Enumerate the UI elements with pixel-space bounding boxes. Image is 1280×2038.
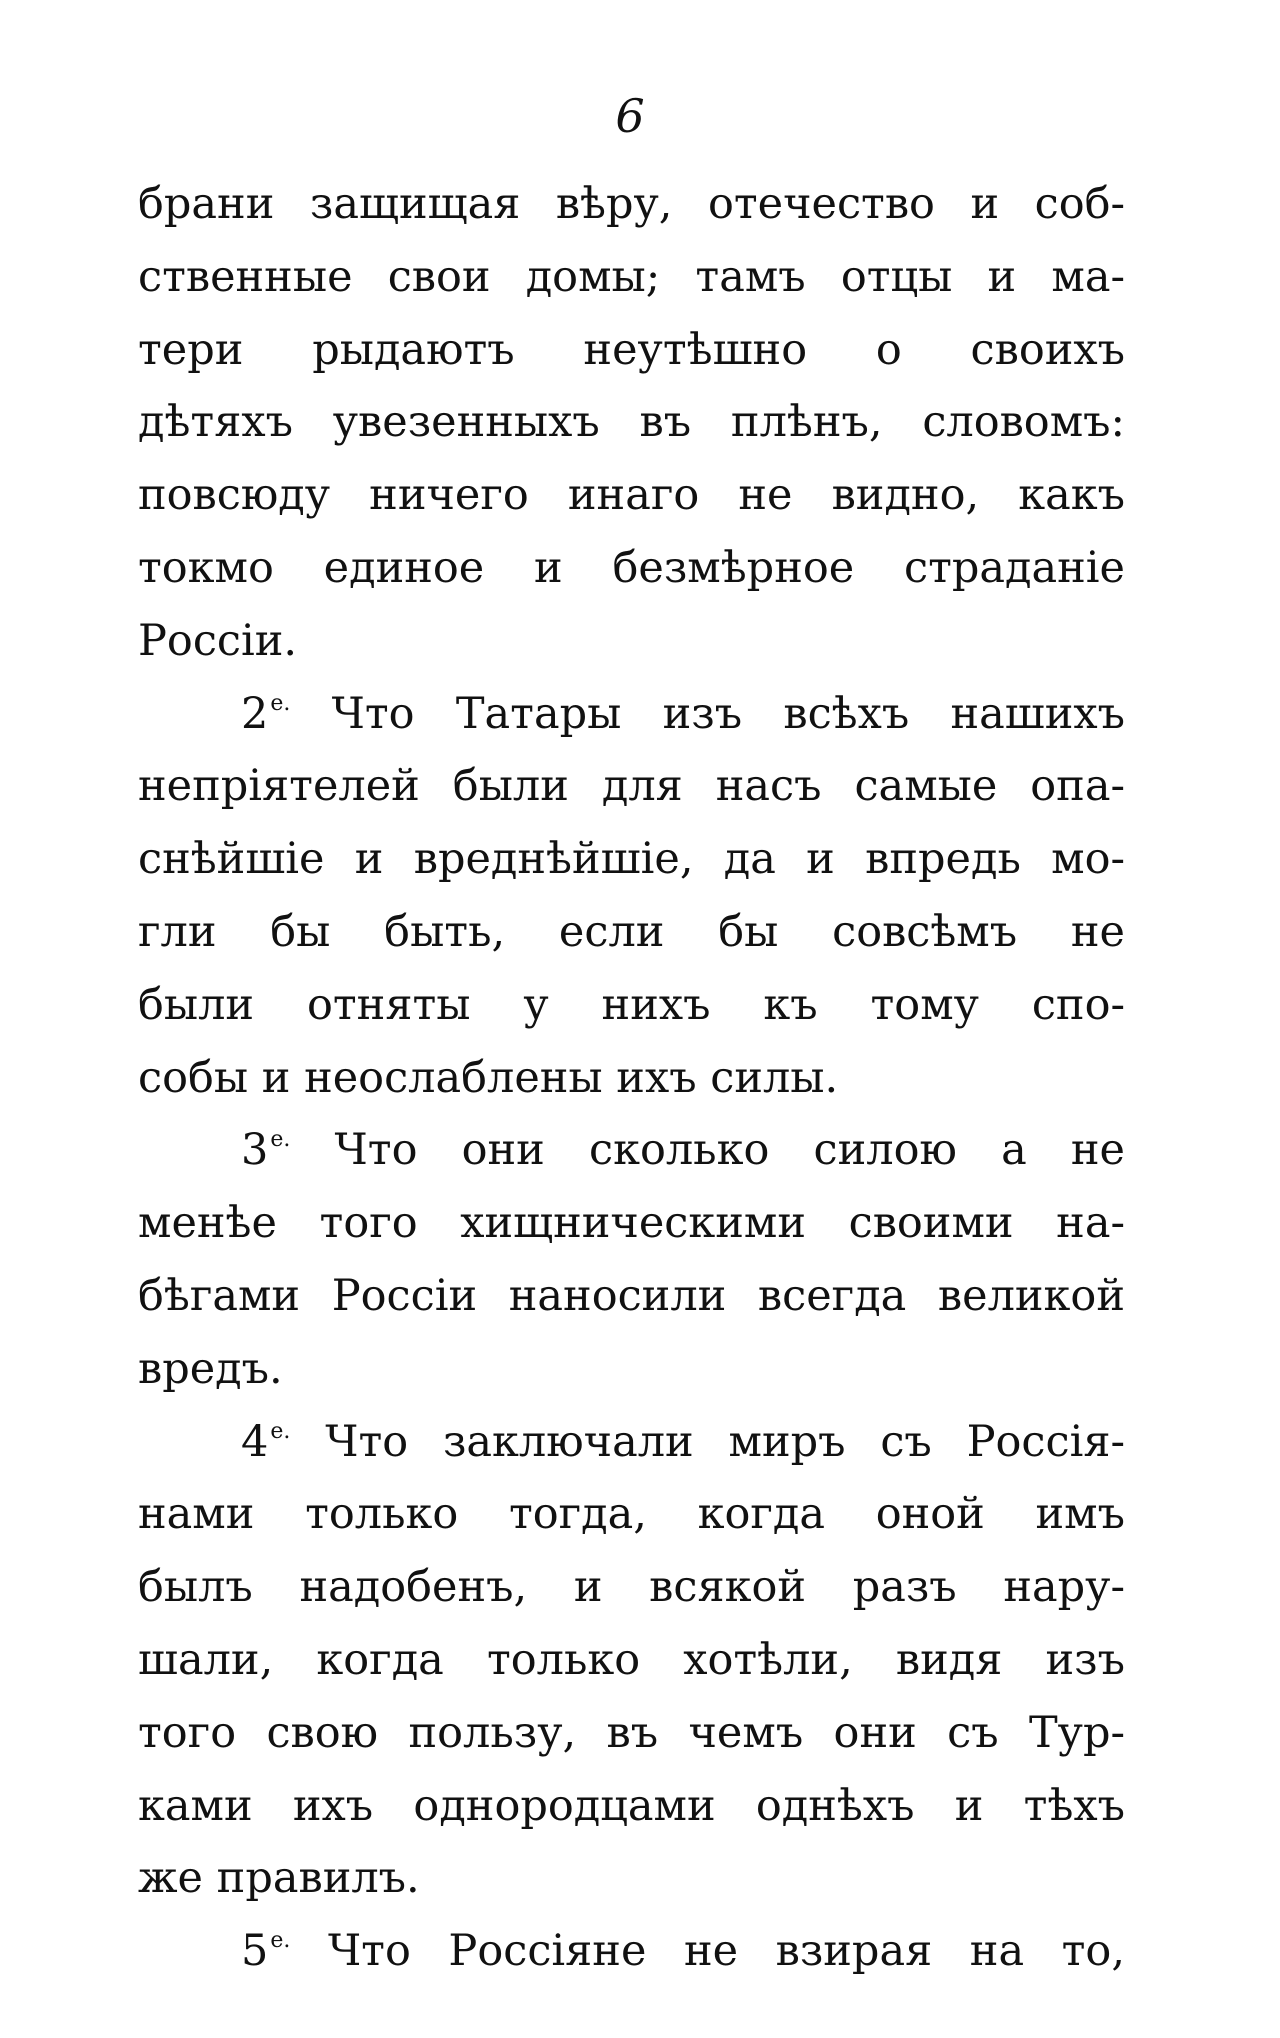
page-text [138, 168, 1125, 1988]
paragraph-ordinal: 5 [241, 1926, 269, 1977]
text-line: нами только тогда, когда оной имъ [138, 1489, 1125, 1540]
text-line: шали, когда только хотѣли, видя изъ [138, 1634, 1125, 1685]
text-line: непріятелей были для насъ самые опа- [138, 761, 1125, 812]
ordinal-suffix: е. [270, 1418, 291, 1444]
text-line: дѣтяхъ увезенныхъ въ плѣнъ, словомъ: [138, 397, 1125, 448]
paragraph-first-line [138, 1915, 1125, 1988]
text-line: брани защищая вѣру, отечество и соб- [138, 179, 1125, 229]
text-line: Что Россіяне не взирая на то, [327, 1926, 1125, 1977]
text-line: Что они сколько силою а не [334, 1125, 1125, 1176]
text-line: Россіи. [138, 615, 298, 666]
text-line: же правилъ. [138, 1853, 420, 1904]
text-line: были отняты у нихъ къ тому спо- [138, 979, 1125, 1030]
text-line: гли бы быть, если бы совсѣмъ не [138, 906, 1125, 957]
paragraph-first-line [138, 1114, 1125, 1187]
text-line: бѣгами Россіи наносили всегда великой [138, 1270, 1125, 1321]
text-line: тери рыдаютъ неутѣшно о своихъ [138, 324, 1125, 375]
paragraph-ordinal: 4 [241, 1416, 269, 1467]
ordinal-suffix: е. [270, 1928, 291, 1954]
paragraph-ordinal: 3 [241, 1125, 269, 1176]
text-line: повсюду ничего инаго не видно, какъ [138, 470, 1125, 521]
ordinal-suffix: е. [270, 690, 291, 716]
text-line: менѣе того хищническими своими на- [138, 1198, 1125, 1249]
ordinal-suffix: е. [270, 1127, 291, 1153]
text-line: былъ надобенъ, и всякой разъ нару- [138, 1562, 1125, 1613]
text-line: токмо единое и безмѣрное страданіе [138, 542, 1125, 593]
text-line: снѣйшіе и вреднѣйшіе, да и впредь мо- [138, 834, 1125, 885]
text-line: Что заключали миръ съ Россія- [325, 1416, 1125, 1467]
text-line: собы и неослаблены ихъ силы. [138, 1052, 839, 1103]
paragraph-first-line [138, 678, 1125, 751]
text-line: вредъ. [138, 1343, 283, 1394]
text-line: Что Татары изъ всѣхъ нашихъ [331, 688, 1126, 739]
text-line: того свою пользу, въ чемъ они съ Тур- [138, 1707, 1125, 1758]
paragraph-ordinal: 2 [241, 688, 269, 739]
page-number: 6 [615, 89, 645, 143]
text-line: ками ихъ однородцами однѣхъ и тѣхъ [138, 1780, 1125, 1831]
paragraph-first-line [138, 1406, 1125, 1479]
text-line: ственные свои домы; тамъ отцы и ма- [138, 251, 1125, 302]
